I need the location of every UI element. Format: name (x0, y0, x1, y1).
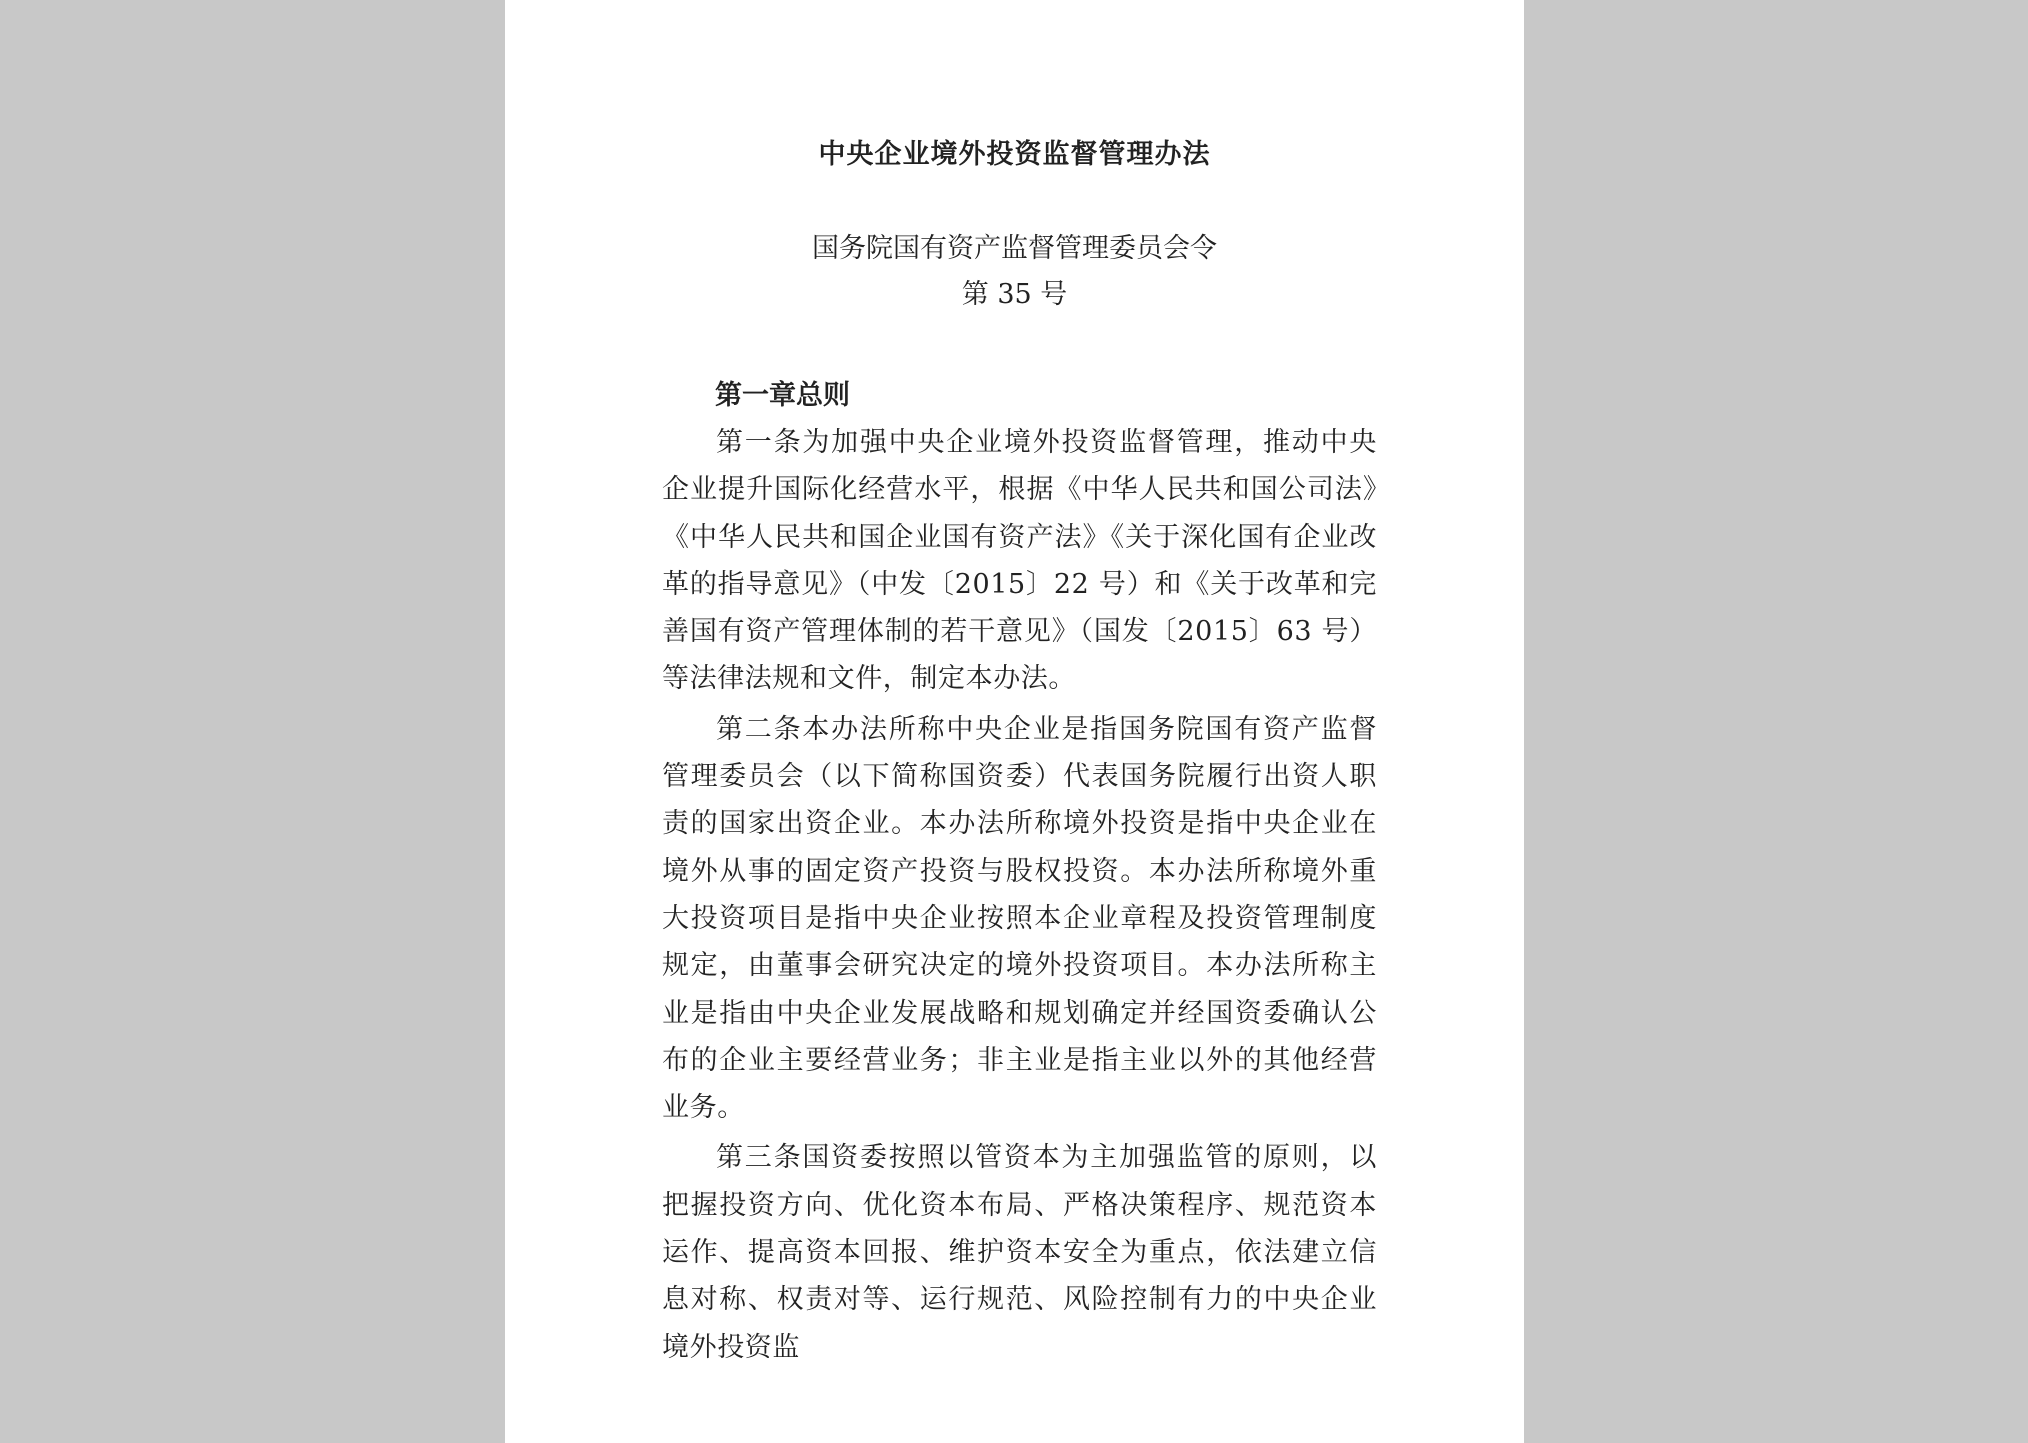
article-paragraph: 第一条为加强中央企业境外投资监督管理，推动中央企业提升国际化经营水平，根据《中华人民共和国公司法》《中华人民共和国企业国有资产法》《关于深化国有企业改革的指导意见》（中发〔2015〕22 号）和《关于改革和完善国有资产管理体制的若干意见》（国发〔2015〕63 号）等法律法规和文件，制定本办法。 (662, 427, 1377, 695)
article-paragraph: 第三条国资委按照以管资本为主加强监管的原则，以把握投资方向、优化资本布局、严格决策程序、规范资本运作、提高资本回报、维护资本安全为重点，依法建立信息对称、权责对等、运行规范、风险控制有力的中央企业境外投资监 (662, 1142, 1377, 1363)
articles-body (662, 419, 1377, 1374)
article-paragraph: 第二条本办法所称中央企业是指国务院国有资产监督管理委员会（以下简称国资委）代表国务院履行出资人职责的国家出资企业。本办法所称境外投资是指中央企业在境外从事的固定资产投资与股权投资。本办法所称境外重大投资项目是指中央企业按照本企业章程及投资管理制度规定，由董事会研究决定的境外投资项目。本办法所称主业是指由中央企业发展战略和规划确定并经国资委确认公布的企业主要经营业务；非主业是指主业以外的其他经营业务。 (662, 713, 1377, 1124)
chapter-heading: 第一章总则 (715, 380, 850, 411)
order-number: 第 35 号 (961, 279, 1068, 310)
issuer-name: 国务院国有资产监督管理委员会令 (812, 233, 1217, 264)
issuer-block (505, 226, 1524, 318)
document-page (505, 0, 1524, 1443)
document-title: 中央企业境外投资监督管理办法 (818, 139, 1211, 170)
